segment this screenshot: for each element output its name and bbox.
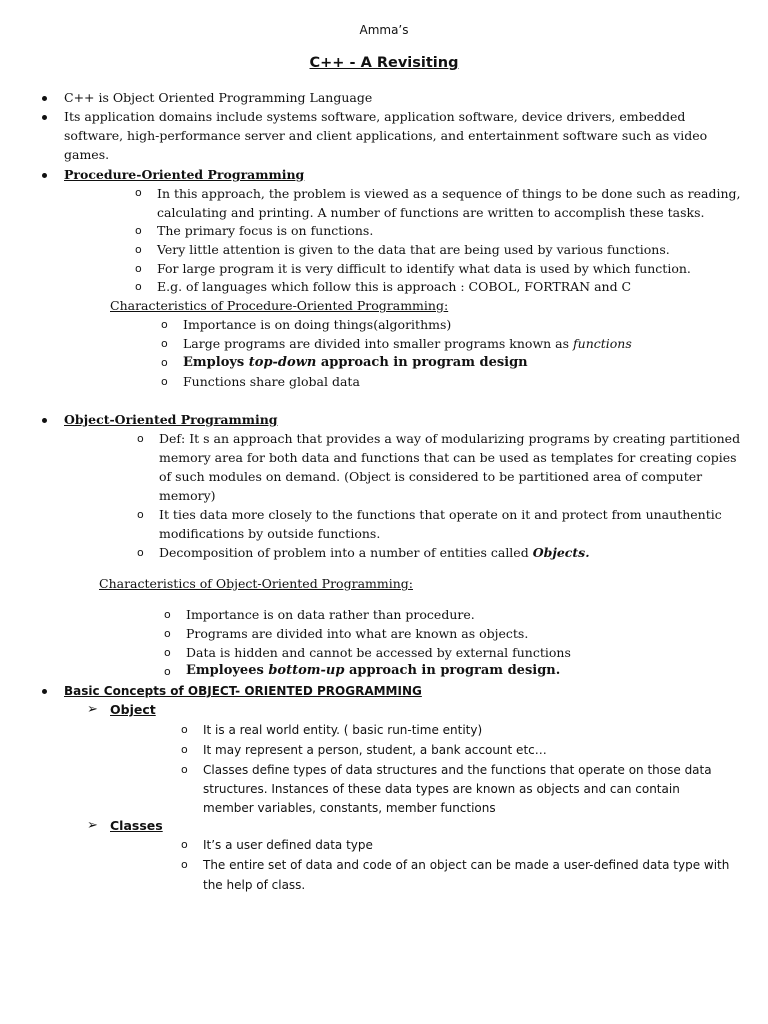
oop-char-3: Data is hidden and cannot be accessed by external functions	[186, 645, 571, 660]
oop-item-1-line-1: Def: It s an approach that provides a way of modularizing programs by creating partitioned	[159, 431, 741, 446]
pop-char-3	[183, 354, 528, 372]
pop-char-4: Functions share global data	[183, 374, 360, 389]
oop-heading: Object-Oriented Programming	[64, 412, 278, 427]
pop-char-3-text-b: approach in program design	[316, 355, 528, 370]
author-label: Amma’s	[359, 23, 409, 37]
bullet-marker	[42, 418, 47, 423]
pop-item-1-line-1: In this approach, the problem is viewed as a sequence of things to be done such as reading,	[157, 186, 741, 201]
sub-bullet-marker: o	[161, 337, 168, 350]
sub-bullet-marker: o	[161, 375, 168, 388]
sub-bullet-marker: o	[137, 508, 144, 521]
pop-heading: Procedure-Oriented Programming	[64, 167, 305, 182]
bullet-marker	[42, 96, 47, 101]
oop-item-3-text: Decomposition of problem into a number of entities called	[159, 545, 533, 560]
bullet-marker	[42, 689, 47, 694]
oop-item-3	[159, 544, 590, 562]
sub-bullet-marker: o	[161, 356, 168, 369]
pop-char-2	[183, 335, 632, 353]
sub-bullet-marker: o	[161, 318, 168, 331]
pop-item-1-line-2: calculating and printing. A number of functions are written to accomplish these tasks.	[157, 205, 705, 220]
sub-bullet-marker: o	[135, 262, 142, 275]
pop-item-2: The primary focus is on functions.	[157, 223, 374, 238]
sub-bullet-marker: o	[164, 646, 171, 659]
pop-item-4: For large program it is very difficult to identify what data is used by which function.	[157, 261, 691, 276]
pop-char-3-text-a: Employs	[183, 355, 249, 370]
sub-bullet-marker: o	[164, 627, 171, 640]
classes-item-2-line-2: the help of class.	[203, 878, 306, 892]
oop-characteristics-heading: Characteristics of Object-Oriented Programming:	[99, 576, 413, 591]
oop-char-4-text-b: approach in program design.	[344, 663, 561, 678]
object-item-2: It may represent a person, student, a bank account etc…	[203, 743, 547, 757]
oop-char-4-text-a: Employees	[186, 663, 269, 678]
sub-bullet-marker: o	[181, 743, 188, 756]
bullet-marker	[42, 173, 47, 178]
oop-item-3-emphasis: Objects.	[532, 545, 590, 560]
sub-bullet-marker: o	[135, 243, 142, 256]
oop-char-4-emphasis: bottom-up	[268, 663, 345, 678]
pop-item-3: Very little attention is given to the data that are being used by various functions.	[157, 242, 670, 257]
oop-item-2-line-1: It ties data more closely to the functions that operate on it and protect from unauthentic	[159, 507, 722, 522]
object-item-3-line-2: structures. Instances of these data types are known as objects and can contain	[203, 782, 680, 796]
pop-char-2-text: Large programs are divided into smaller programs known as	[183, 336, 574, 351]
sub-bullet-marker: o	[135, 224, 142, 237]
sub-bullet-marker: o	[135, 280, 142, 293]
sub-bullet-marker: o	[164, 608, 171, 621]
arrow-bullet-icon: ➢	[87, 818, 98, 833]
oop-item-2-line-2: modifications by outside functions.	[159, 526, 381, 541]
page-title: C++ - A Revisiting	[309, 55, 459, 71]
pop-char-3-emphasis: top-down	[248, 355, 317, 370]
intro-bullet-2-line-1: Its application domains include systems software, application software, device drivers, embedded	[64, 109, 686, 124]
sub-bullet-marker: o	[181, 858, 188, 871]
sub-bullet-marker: o	[181, 838, 188, 851]
pop-char-2-emphasis: functions	[573, 336, 632, 351]
oop-item-1-line-2: memory area for both data and functions that can be used as templates for creating copies	[159, 450, 737, 465]
object-item-3-line-3: member variables, constants, member functions	[203, 801, 496, 815]
pop-item-5: E.g. of languages which follow this is approach : COBOL, FORTRAN and C	[157, 279, 632, 294]
oop-char-2: Programs are divided into what are known as objects.	[186, 626, 529, 641]
intro-bullet-2-line-2: software, high-performance server and client applications, and entertainment software such as video	[64, 128, 708, 143]
pop-char-1: Importance is on doing things(algorithms)	[183, 317, 452, 332]
intro-bullet-2-line-3: games.	[64, 147, 110, 162]
object-item-3-line-1: Classes define types of data structures and the functions that operate on those data	[203, 763, 712, 777]
object-item-1: It is a real world entity. ( basic run-time entity)	[203, 723, 483, 737]
oop-char-4	[186, 662, 560, 680]
classes-item-1: It’s a user defined data type	[203, 838, 373, 852]
oop-char-1: Importance is on data rather than procedure.	[186, 607, 475, 622]
bullet-marker	[42, 115, 47, 120]
sub-bullet-marker: o	[137, 432, 144, 445]
sub-bullet-marker: o	[181, 763, 188, 776]
sub-bullet-marker: o	[137, 546, 144, 559]
sub-bullet-marker: o	[164, 665, 171, 678]
classes-heading: Classes	[110, 818, 163, 833]
concepts-heading: Basic Concepts of OBJECT- ORIENTED PROGRAMMING	[64, 684, 422, 698]
arrow-bullet-icon: ➢	[87, 702, 98, 717]
intro-bullet-1: C++ is Object Oriented Programming Language	[64, 90, 373, 105]
oop-item-1-line-4: memory)	[159, 488, 216, 503]
sub-bullet-marker: o	[135, 186, 142, 199]
pop-characteristics-heading: Characteristics of Procedure-Oriented Programming:	[110, 298, 449, 313]
oop-item-1-line-3: of such modules on demand. (Object is considered to be partitioned area of computer	[159, 469, 703, 484]
object-heading: Object	[110, 702, 156, 717]
classes-item-2-line-1: The entire set of data and code of an object can be made a user-defined data type with	[203, 858, 730, 872]
sub-bullet-marker: o	[181, 723, 188, 736]
